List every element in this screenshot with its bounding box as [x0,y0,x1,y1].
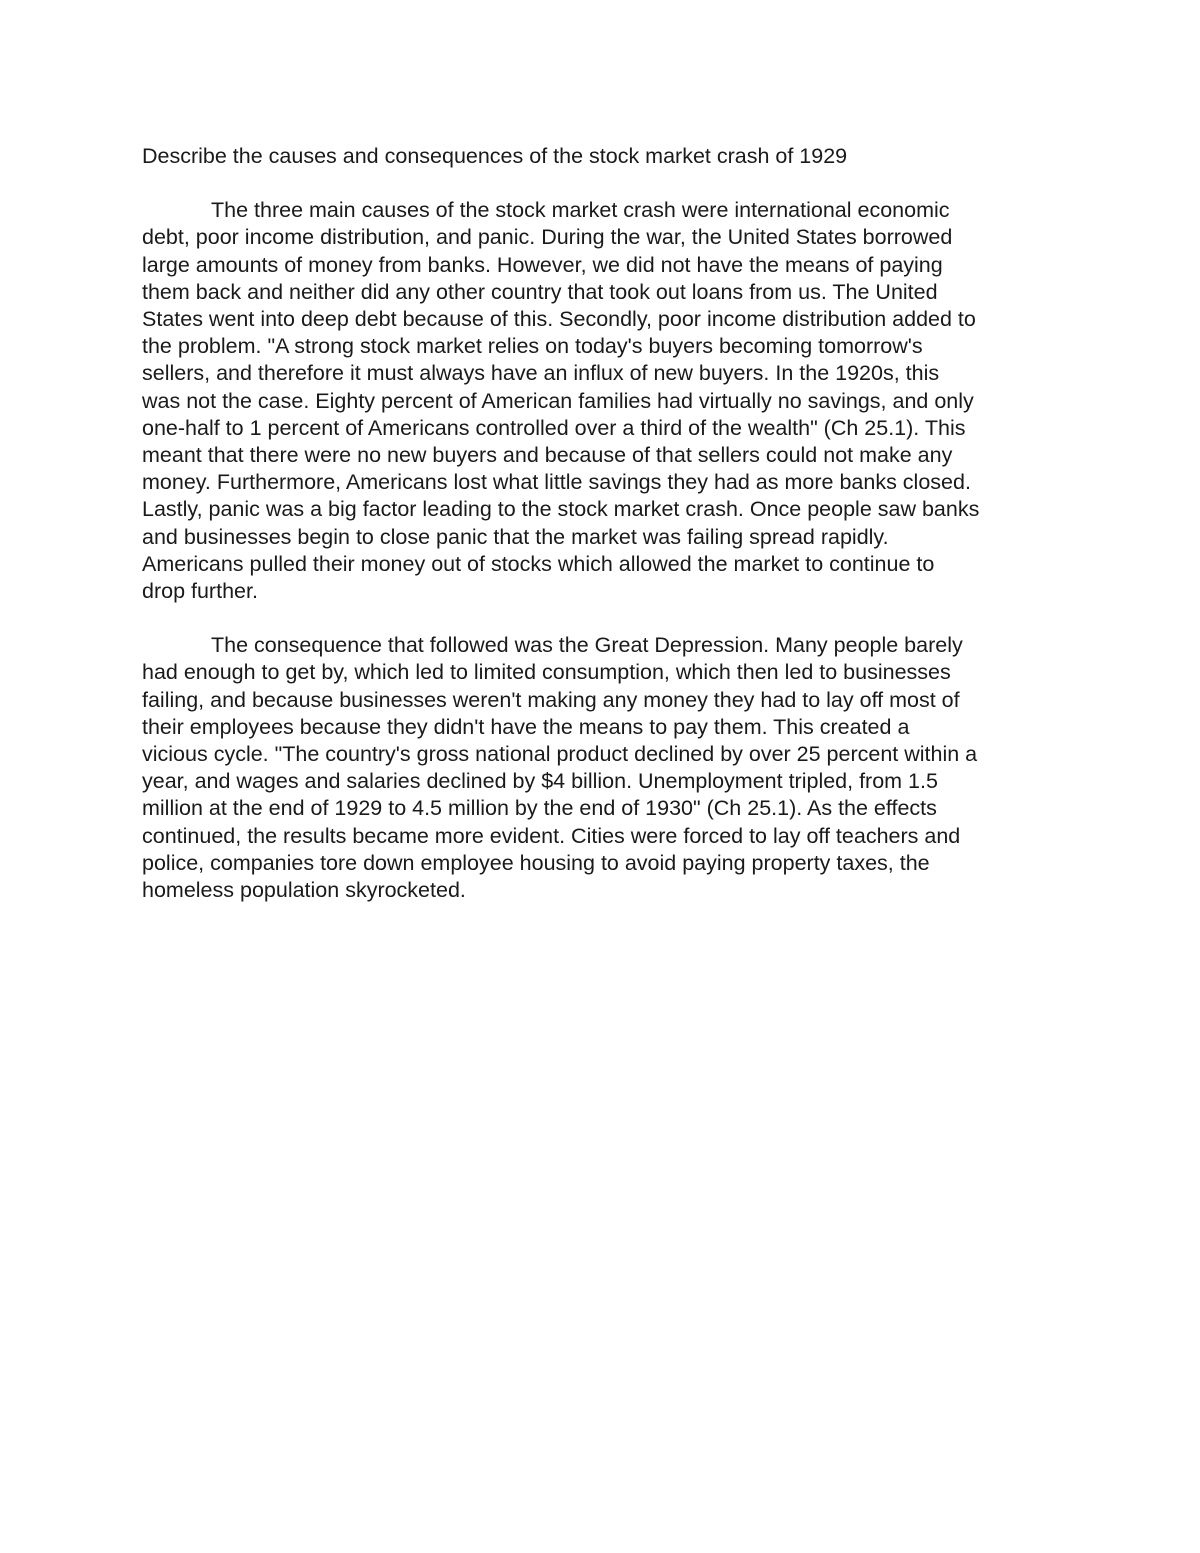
text-line: had enough to get by, which led to limited consumption, which then led to businesses [142,660,951,685]
text-line: vicious cycle. "The country's gross national product declined by over 25 percent within a [142,742,978,767]
text-line: failing, and because businesses weren't making any money they had to lay off most of [142,687,960,712]
text-line: them back and neither did any other country that took out loans from us. The United [142,279,938,304]
text-line: large amounts of money from banks. However, we did not have the means of paying [142,252,943,277]
text-line: meant that there were no new buyers and because of that sellers could not make any [142,443,953,468]
text-line: States went into deep debt because of this. Secondly, poor income distribution added to [142,307,976,332]
text-line: year, and wages and salaries declined by $4 billion. Unemployment tripled, from 1.5 [142,769,938,794]
text-line: was not the case. Eighty percent of American families had virtually no savings, and only [142,388,974,413]
paragraph-consequences [142,632,1070,904]
text-line: drop further. [142,579,258,604]
text-line: Lastly, panic was a big factor leading to the stock market crash. Once people saw banks [142,497,980,522]
text-line: million at the end of 1929 to 4.5 million by the end of 1930" (Ch 25.1). As the effects [142,796,937,821]
document-body [142,143,1070,931]
text-line: money. Furthermore, Americans lost what little savings they had as more banks closed. [142,470,971,495]
text-line: sellers, and therefore it must always have an influx of new buyers. In the 1920s, this [142,361,940,386]
text-line: The consequence that followed was the Great Depression. Many people barely [211,633,963,658]
text-line: the problem. "A strong stock market relies on today's buyers becoming tomorrow's [142,334,923,359]
text-line: police, companies tore down employee housing to avoid paying property taxes, the [142,850,930,875]
text-line: their employees because they didn't have the means to pay them. This created a [142,714,910,739]
document-title: Describe the causes and consequences of the stock market crash of 1929 [142,144,848,168]
text-line: continued, the results became more evident. Cities were forced to lay off teachers and [142,823,961,848]
text-line: Americans pulled their money out of stocks which allowed the market to continue to [142,551,935,576]
text-line: debt, poor income distribution, and panic. During the war, the United States borrowed [142,225,953,250]
text-line: one-half to 1 percent of Americans controlled over a third of the wealth" (Ch 25.1). This [142,415,966,440]
text-line: and businesses begin to close panic that the market was failing spread rapidly. [142,524,889,549]
text-line: homeless population skyrocketed. [142,878,466,903]
text-line: The three main causes of the stock market crash were international economic [211,198,950,223]
paragraph-causes [142,197,1070,605]
